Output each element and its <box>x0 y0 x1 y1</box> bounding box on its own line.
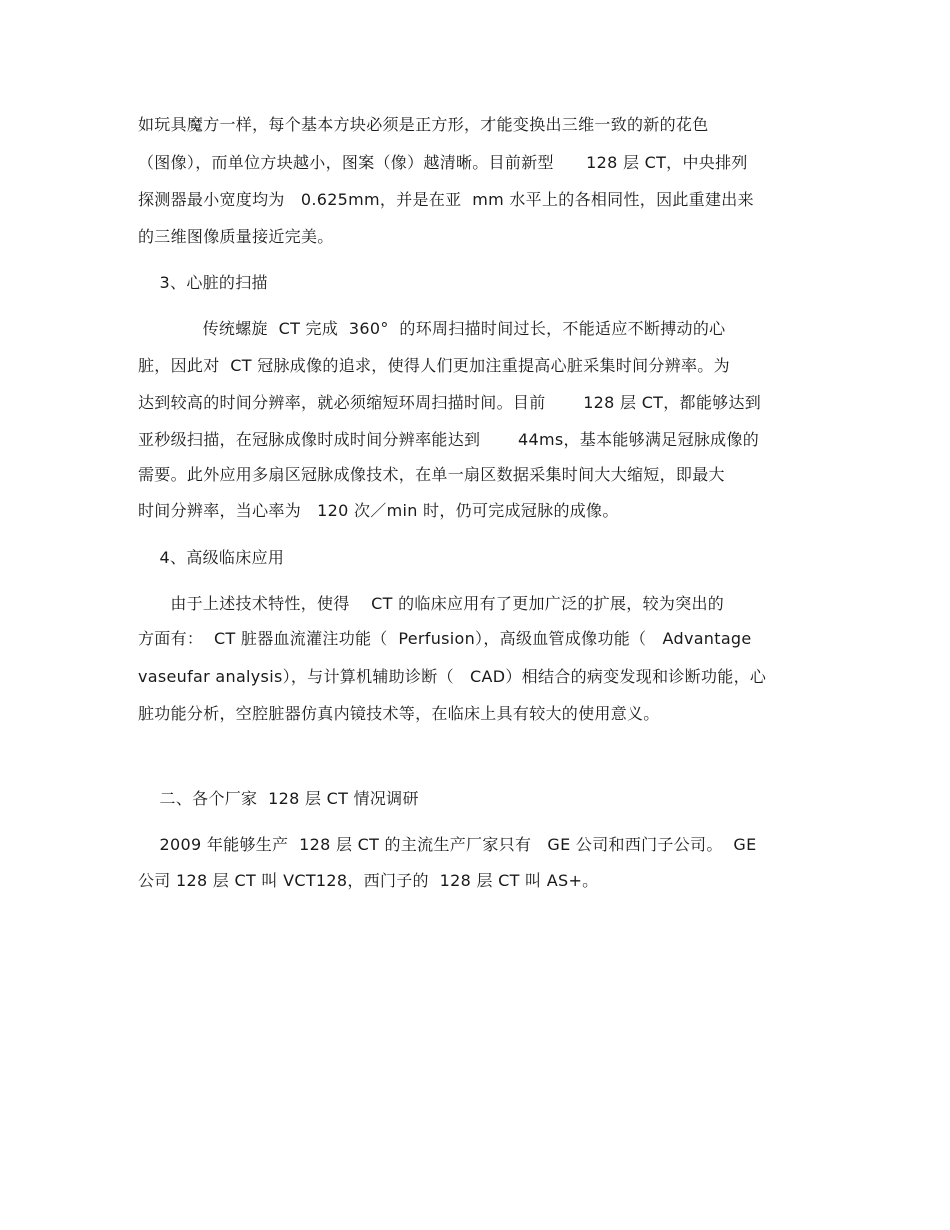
body-text-line: 需要。此外应用多扇区冠脉成像技术，在单一扇区数据采集时间大大缩短，即最大 <box>138 465 725 484</box>
section-heading: 3、心脏的扫描 <box>138 273 268 292</box>
body-text-line: 的三维图像质量接近完美。 <box>138 227 334 246</box>
body-text-line: 脏功能分析，空腔脏器仿真内镜技术等，在临床上具有较大的使用意义。 <box>138 704 660 723</box>
body-text-line: 方面有： CT 脏器血流灌注功能（ Perfusion），高级血管成像功能（ Advantage <box>138 629 752 648</box>
body-text-line: （图像），而单位方块越小，图案（像）越清晰。目前新型 128 层 CT，中央排列 <box>138 153 748 172</box>
body-text-line: 公司 128 层 CT 叫 VCT128，西门子的 128 层 CT 叫 AS+。 <box>138 871 599 890</box>
body-text-line: 如玩具魔方一样，每个基本方块必须是正方形，才能变换出三维一致的新的花色 <box>138 115 709 134</box>
body-text-line: 探测器最小宽度均为 0.625mm，并是在亚 mm 水平上的各相同性，因此重建出来 <box>138 190 754 209</box>
body-text-line: 达到较高的时间分辨率，就必须缩短环周扫描时间。目前 128 层 CT，都能够达到 <box>138 393 762 412</box>
body-text-line: 由于上述技术特性，使得 CT 的临床应用有了更加广泛的扩展，较为突出的 <box>138 594 725 613</box>
body-text-line: 亚秒级扫描，在冠脉成像时成时间分辨率能达到 44ms，基本能够满足冠脉成像的 <box>138 430 760 449</box>
body-text-line: vaseufar analysis），与计算机辅助诊断（ CAD）相结合的病变发现和诊断功能，心 <box>138 667 767 686</box>
body-text-line: 传统螺旋 CT 完成 360° 的环周扫描时间过长，不能适应不断搏动的心 <box>138 319 726 338</box>
body-text-line: 时间分辨率，当心率为 120 次／min 时，仍可完成冠脉的成像。 <box>138 501 619 520</box>
section-heading: 4、高级临床应用 <box>138 548 285 567</box>
body-text-line: 脏，因此对 CT 冠脉成像的追求，使得人们更加注重提高心脏采集时间分辨率。为 <box>138 356 730 375</box>
body-text-line: 2009 年能够生产 128 层 CT 的主流生产厂家只有 GE 公司和西门子公司。 GE <box>138 835 757 854</box>
section-heading: 二、各个厂家 128 层 CT 情况调研 <box>138 789 419 808</box>
